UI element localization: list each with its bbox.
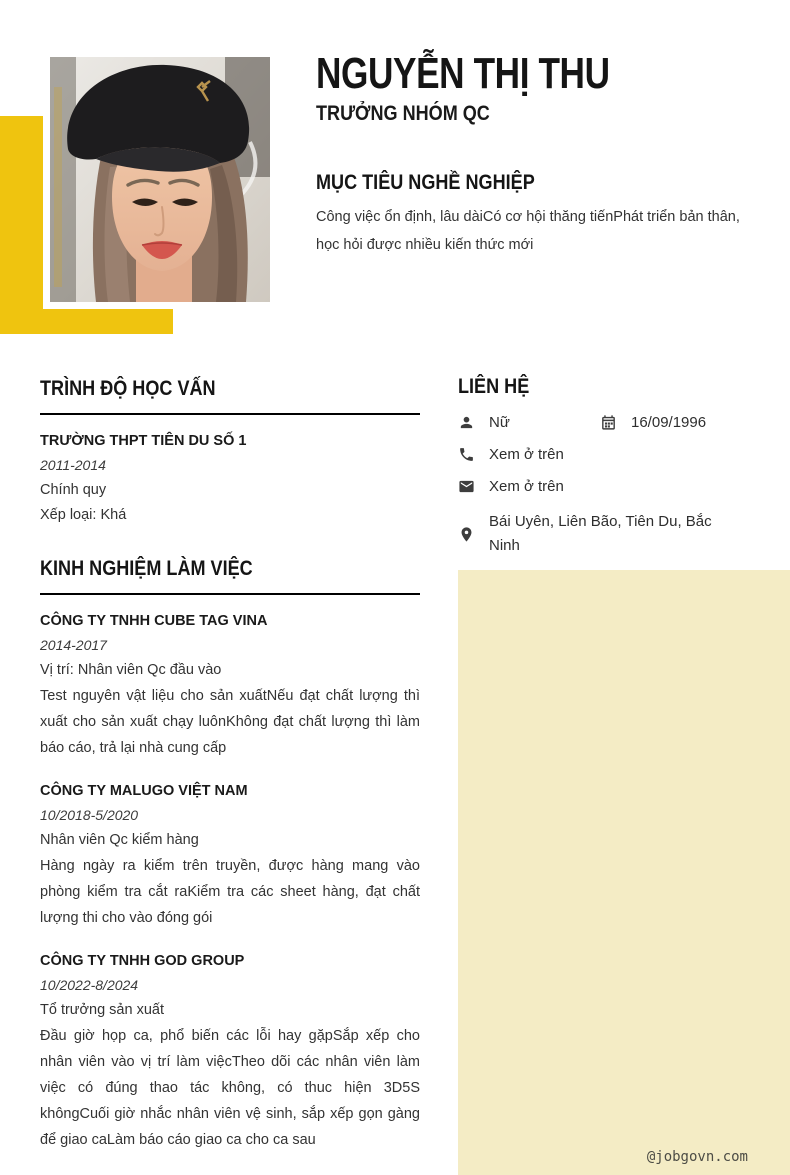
birthdate-value: 16/09/1996 [631, 414, 707, 431]
phone-cell [458, 446, 564, 463]
job-description: Test nguyên vật liệu cho sản xuấtNếu đạt chất lượng thì xuất cho sản xuất chạy luônKhông đạt chất lượng thì làm báo cáo, trả lại nhà cung cấp [40, 688, 420, 756]
job-entry [40, 779, 420, 931]
phone-value: Xem ở trên [489, 446, 564, 463]
experience-section-heading: KINH NGHIỆM LÀM VIỆC [40, 554, 420, 595]
gender-cell [458, 414, 600, 431]
calendar-icon [600, 414, 617, 431]
school-name: TRƯỜNG THPT TIÊN DU SỐ 1 [40, 433, 247, 449]
beige-panel [458, 570, 790, 1175]
birthdate-cell [600, 414, 706, 431]
left-column [40, 374, 420, 1171]
job-role: Vị trí: Nhân viên Qc đầu vào [40, 662, 222, 678]
contact-section-heading: LIÊN HỆ [458, 375, 530, 398]
address-value: Bái Uyên, Liên Bão, Tiên Du, Bắc Ninh [489, 513, 712, 554]
contact-row-address [458, 510, 778, 558]
watermark-text: @jobgovn.com [646, 1149, 748, 1165]
contact-row-phone [458, 446, 778, 463]
email-cell [458, 478, 564, 495]
job-entry [40, 949, 420, 1153]
objective-section-heading: MỤC TIÊU NGHỀ NGHIỆP [316, 171, 535, 194]
page-title-name: NGUYỄN THỊ THU [316, 49, 610, 98]
job-role: Tổ trưởng sản xuất [40, 1002, 164, 1018]
job-entry [40, 609, 420, 761]
job-period: 10/2022-8/2024 [40, 977, 139, 993]
education-type: Chính quy [40, 482, 107, 498]
phone-icon [458, 446, 475, 463]
education-entry [40, 429, 420, 528]
job-role: Nhân viên Qc kiểm hàng [40, 832, 199, 848]
job-title: TRƯỞNG NHÓM QC [316, 102, 490, 125]
photo-frame [43, 50, 277, 309]
company-name: CÔNG TY TNHH GOD GROUP [40, 953, 245, 969]
contact-row-email [458, 478, 778, 495]
job-description: Đầu giờ họp ca, phổ biến các lỗi hay gặpSắp xếp cho nhân viên vào vị trí làm việcTheo dõi các nhân viên làm việc có đúng thao tác không, có thuc hiện 3D5S khôngCuối giờ nhắc nhân viên vệ sinh, sắp xếp gọn gàng để giao caLàm báo cáo giao ca cho ca sau [40, 1028, 420, 1148]
gender-value: Nữ [489, 414, 510, 431]
email-icon [458, 478, 475, 495]
education-rank: Xếp loại: Khá [40, 507, 127, 523]
portrait-photo [50, 57, 270, 302]
email-value: Xem ở trên [489, 478, 564, 495]
address-cell [458, 510, 739, 558]
contact-row-gender-birthdate [458, 414, 778, 431]
objective-text: Công việc ổn định, lâu dàiCó cơ hội thăng tiếnPhát triển bản thân, học hỏi được nhiều kiến thức mới [316, 209, 740, 253]
job-period: 10/2018-5/2020 [40, 807, 139, 823]
contact-section [458, 372, 778, 573]
education-section-heading: TRÌNH ĐỘ HỌC VẤN [40, 374, 420, 415]
job-period: 2014-2017 [40, 637, 107, 653]
company-name: CÔNG TY MALUGO VIỆT NAM [40, 783, 248, 799]
location-icon [458, 526, 475, 543]
education-period: 2011-2014 [40, 457, 106, 473]
person-icon [458, 414, 475, 431]
job-description: Hàng ngày ra kiểm trên truyền, được hàng mang vào phòng kiểm tra cắt raKiểm tra các sheet hàng, đạt chất lượng thi cho vào đóng gói [40, 858, 420, 926]
company-name: CÔNG TY TNHH CUBE TAG VINA [40, 613, 268, 629]
